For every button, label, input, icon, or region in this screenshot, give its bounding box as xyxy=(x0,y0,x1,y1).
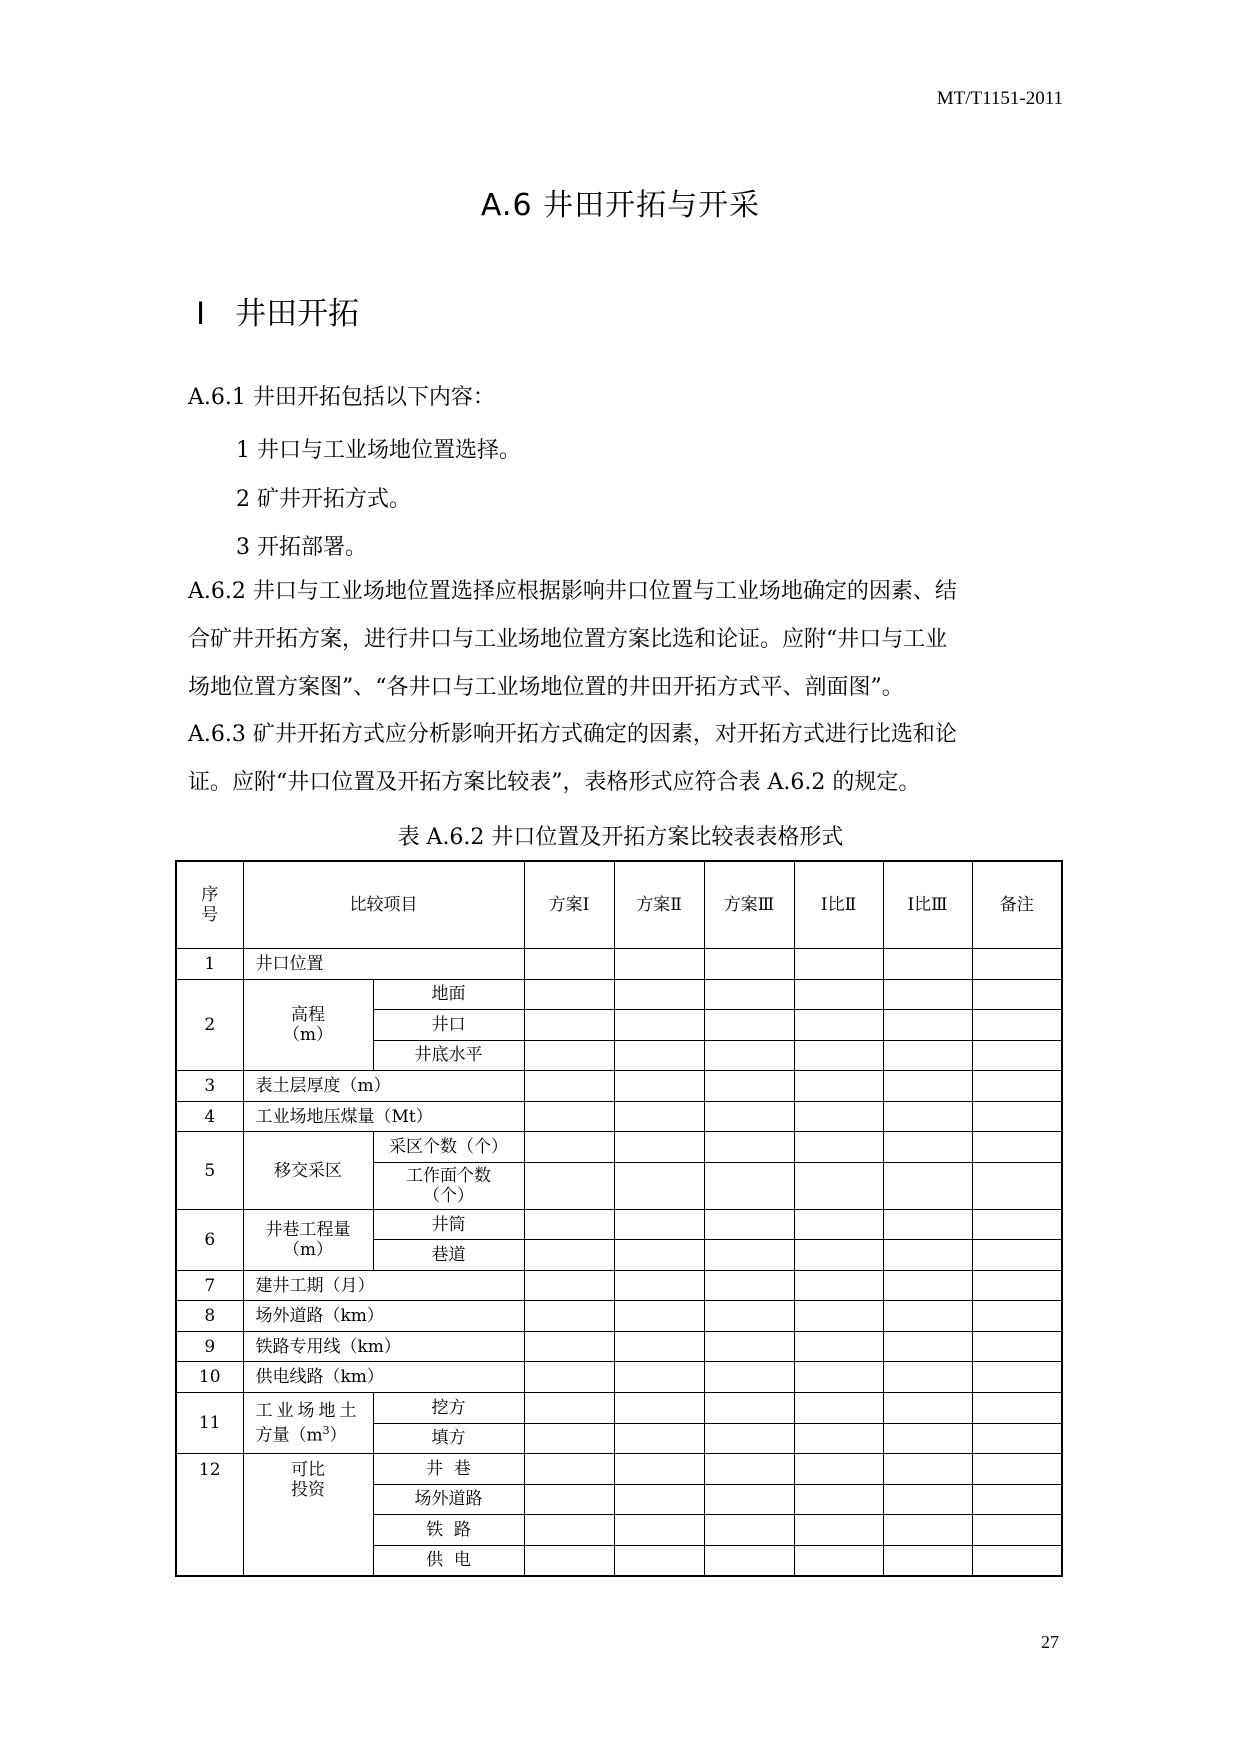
table-cell: 1 xyxy=(176,949,243,980)
empty-cell xyxy=(614,1393,704,1424)
empty-cell xyxy=(972,949,1062,980)
paragraph-line: A.6.3 矿井开拓方式应分析影响开拓方式确定的因素，对开拓方式进行比选和论 xyxy=(188,722,957,747)
paragraph-line: 证。应附“井口位置及开拓方案比较表”，表格形式应符合表 A.6.2 的规定。 xyxy=(188,770,921,795)
empty-cell xyxy=(704,1101,794,1132)
table-row xyxy=(176,1071,1062,1102)
header-note: 备注 xyxy=(972,861,1062,949)
empty-cell xyxy=(972,1270,1062,1301)
empty-cell xyxy=(794,1423,883,1454)
list-item: 3 开拓部署。 xyxy=(236,535,367,560)
table-cell: 9 xyxy=(176,1331,243,1362)
empty-cell xyxy=(614,1270,704,1301)
empty-cell xyxy=(614,1331,704,1362)
empty-cell xyxy=(972,1545,1062,1576)
empty-cell xyxy=(972,1162,1062,1209)
empty-cell xyxy=(972,1484,1062,1515)
empty-cell xyxy=(614,1423,704,1454)
empty-cell xyxy=(794,1240,883,1271)
empty-cell xyxy=(883,1162,972,1209)
empty-cell xyxy=(614,1010,704,1041)
empty-cell xyxy=(972,1010,1062,1041)
table-cell: 场外道路（km） xyxy=(243,1301,524,1332)
table-row xyxy=(176,1101,1062,1132)
header-compare-1-2: Ⅰ比Ⅱ xyxy=(794,861,883,949)
empty-cell xyxy=(883,1101,972,1132)
table-cell: 4 xyxy=(176,1101,243,1132)
table-row xyxy=(176,1331,1062,1362)
empty-cell xyxy=(614,1162,704,1209)
list-item: 2 矿井开拓方式。 xyxy=(236,487,411,512)
section-heading xyxy=(196,288,359,333)
empty-cell xyxy=(883,1209,972,1240)
table-cell: 井口位置 xyxy=(243,949,524,980)
table-cell: 挖方 xyxy=(373,1393,524,1424)
empty-cell xyxy=(704,1010,794,1041)
table-cell: 井底水平 xyxy=(373,1040,524,1071)
empty-cell xyxy=(524,1362,614,1393)
table-cell: 移交采区 xyxy=(243,1132,373,1209)
empty-cell xyxy=(704,1423,794,1454)
empty-cell xyxy=(883,1484,972,1515)
empty-cell xyxy=(614,1101,704,1132)
empty-cell xyxy=(972,1423,1062,1454)
table-cell: 填方 xyxy=(373,1423,524,1454)
empty-cell xyxy=(614,1301,704,1332)
empty-cell xyxy=(704,1331,794,1362)
empty-cell xyxy=(794,1515,883,1546)
empty-cell xyxy=(972,979,1062,1010)
table-cell: 铁 路 xyxy=(373,1515,524,1546)
comparison-table xyxy=(175,860,1063,1577)
empty-cell xyxy=(794,1270,883,1301)
table-cell: 10 xyxy=(176,1362,243,1393)
empty-cell xyxy=(704,1132,794,1163)
table-cell: 2 xyxy=(176,979,243,1071)
empty-cell xyxy=(794,1132,883,1163)
empty-cell xyxy=(883,1071,972,1102)
header-plan-2: 方案Ⅱ xyxy=(614,861,704,949)
header-compare-1-3: Ⅰ比Ⅲ xyxy=(883,861,972,949)
paragraph-line: A.6.2 井口与工业场地位置选择应根据影响井口位置与工业场地确定的因素、结 xyxy=(188,579,957,604)
table-cell: 井口 xyxy=(373,1010,524,1041)
table-cell: 建井工期（月） xyxy=(243,1270,524,1301)
empty-cell xyxy=(524,1331,614,1362)
table-cell: 7 xyxy=(176,1270,243,1301)
empty-cell xyxy=(614,1132,704,1163)
empty-cell xyxy=(883,1240,972,1271)
empty-cell xyxy=(524,979,614,1010)
empty-cell xyxy=(704,1040,794,1071)
empty-cell xyxy=(524,1132,614,1163)
table-caption: 表 A.6.2 井口位置及开拓方案比较表表格形式 xyxy=(397,825,844,850)
table-header-row xyxy=(176,861,1062,949)
empty-cell xyxy=(794,1209,883,1240)
group-cell: 高程 （m） xyxy=(243,979,373,1071)
table-cell: 8 xyxy=(176,1301,243,1332)
table-cell: 巷道 xyxy=(373,1240,524,1271)
table-cell: 供 电 xyxy=(373,1545,524,1576)
table-row xyxy=(176,1132,1062,1163)
empty-cell xyxy=(972,1362,1062,1393)
section-title: 井田开拓 xyxy=(235,296,360,332)
empty-cell xyxy=(704,979,794,1010)
paragraph-line: 场地位置方案图”、“各井口与工业场地位置的井田开拓方式平、剖面图”。 xyxy=(188,675,904,700)
empty-cell xyxy=(883,1423,972,1454)
empty-cell xyxy=(883,979,972,1010)
table-row xyxy=(176,1270,1062,1301)
table-cell: 井 巷 xyxy=(373,1454,524,1485)
empty-cell xyxy=(614,1515,704,1546)
table-row xyxy=(176,979,1062,1010)
paragraph-a62 xyxy=(188,568,1058,712)
empty-cell xyxy=(972,1071,1062,1102)
table-cell: 场外道路 xyxy=(373,1484,524,1515)
paragraph-line: 合矿井开拓方案，进行井口与工业场地位置方案比选和论证。应附“井口与工业 xyxy=(188,627,948,652)
table-cell: 地面 xyxy=(373,979,524,1010)
empty-cell xyxy=(524,1162,614,1209)
table-cell: 工业场地压煤量（Mt） xyxy=(243,1101,524,1132)
empty-cell xyxy=(794,1545,883,1576)
paragraph-a61: A.6.1 井田开拓包括以下内容： xyxy=(188,385,495,410)
page-number: 27 xyxy=(1041,1632,1059,1652)
empty-cell xyxy=(794,1301,883,1332)
empty-cell xyxy=(794,1484,883,1515)
table-cell: 5 xyxy=(176,1132,243,1209)
empty-cell xyxy=(972,1132,1062,1163)
empty-cell xyxy=(524,1240,614,1271)
empty-cell xyxy=(972,1454,1062,1485)
empty-cell xyxy=(614,1240,704,1271)
empty-cell xyxy=(972,1040,1062,1071)
empty-cell xyxy=(794,1454,883,1485)
header-item: 比较项目 xyxy=(243,861,524,949)
table-cell: 供电线路（km） xyxy=(243,1362,524,1393)
empty-cell xyxy=(524,1209,614,1240)
empty-cell xyxy=(524,1484,614,1515)
empty-cell xyxy=(972,1301,1062,1332)
header-plan-1: 方案Ⅰ xyxy=(524,861,614,949)
empty-cell xyxy=(524,1270,614,1301)
empty-cell xyxy=(524,1393,614,1424)
empty-cell xyxy=(524,1454,614,1485)
list-item: 1 井口与工业场地位置选择。 xyxy=(236,438,521,463)
empty-cell xyxy=(883,1545,972,1576)
empty-cell xyxy=(794,1010,883,1041)
empty-cell xyxy=(524,1010,614,1041)
empty-cell xyxy=(524,1040,614,1071)
empty-cell xyxy=(614,1071,704,1102)
group-cell: 井巷工程量 （m） xyxy=(243,1209,373,1270)
empty-cell xyxy=(704,1209,794,1240)
empty-cell xyxy=(614,1454,704,1485)
chapter-title: A.6 井田开拓与开采 xyxy=(480,188,761,223)
empty-cell xyxy=(704,1071,794,1102)
empty-cell xyxy=(704,1162,794,1209)
empty-cell xyxy=(524,1545,614,1576)
table-row xyxy=(176,1362,1062,1393)
table-cell: 11 xyxy=(176,1393,243,1454)
table-cell: 表土层厚度（m） xyxy=(243,1071,524,1102)
empty-cell xyxy=(704,1515,794,1546)
empty-cell xyxy=(972,1101,1062,1132)
empty-cell xyxy=(794,1071,883,1102)
empty-cell xyxy=(794,1393,883,1424)
table-row xyxy=(176,949,1062,980)
empty-cell xyxy=(704,1362,794,1393)
empty-cell xyxy=(614,1040,704,1071)
header-seq: 序 号 xyxy=(176,861,243,949)
empty-cell xyxy=(614,949,704,980)
empty-cell xyxy=(524,1515,614,1546)
empty-cell xyxy=(972,1331,1062,1362)
empty-cell xyxy=(704,1454,794,1485)
empty-cell xyxy=(883,1331,972,1362)
empty-cell xyxy=(972,1240,1062,1271)
empty-cell xyxy=(883,1454,972,1485)
table-cell: 6 xyxy=(176,1209,243,1270)
empty-cell xyxy=(614,1484,704,1515)
table-row xyxy=(176,1393,1062,1424)
table-row xyxy=(176,1209,1062,1240)
table-cell: 采区个数（个） xyxy=(373,1132,524,1163)
empty-cell xyxy=(794,1101,883,1132)
table-row xyxy=(176,1301,1062,1332)
empty-cell xyxy=(883,1132,972,1163)
table-cell: 铁路专用线（km） xyxy=(243,1331,524,1362)
empty-cell xyxy=(883,1010,972,1041)
empty-cell xyxy=(524,1423,614,1454)
paragraph-a63 xyxy=(188,711,1058,807)
header-plan-3: 方案Ⅲ xyxy=(704,861,794,949)
table-cell: 井筒 xyxy=(373,1209,524,1240)
table-cell: 工作面个数 （个） xyxy=(373,1162,524,1209)
empty-cell xyxy=(614,1209,704,1240)
group-cell: 可比 投资 xyxy=(243,1454,373,1576)
empty-cell xyxy=(883,1301,972,1332)
empty-cell xyxy=(972,1515,1062,1546)
section-roman-numeral: Ⅰ xyxy=(196,296,206,331)
table-cell: 12 xyxy=(176,1454,243,1576)
empty-cell xyxy=(524,1101,614,1132)
empty-cell xyxy=(704,949,794,980)
empty-cell xyxy=(794,1331,883,1362)
empty-cell xyxy=(704,1301,794,1332)
table-cell: 3 xyxy=(176,1071,243,1102)
empty-cell xyxy=(794,1162,883,1209)
empty-cell xyxy=(972,1209,1062,1240)
empty-cell xyxy=(883,1362,972,1393)
empty-cell xyxy=(524,1301,614,1332)
empty-cell xyxy=(704,1240,794,1271)
document-code: MT/T1151-2011 xyxy=(936,88,1063,109)
empty-cell xyxy=(614,1545,704,1576)
empty-cell xyxy=(883,1270,972,1301)
empty-cell xyxy=(614,1362,704,1393)
empty-cell xyxy=(704,1484,794,1515)
empty-cell xyxy=(883,949,972,980)
empty-cell xyxy=(794,1362,883,1393)
empty-cell xyxy=(883,1515,972,1546)
empty-cell xyxy=(972,1393,1062,1424)
empty-cell xyxy=(883,1393,972,1424)
empty-cell xyxy=(704,1393,794,1424)
empty-cell xyxy=(794,949,883,980)
table-row xyxy=(176,1454,1062,1485)
empty-cell xyxy=(794,1040,883,1071)
empty-cell xyxy=(524,949,614,980)
empty-cell xyxy=(883,1040,972,1071)
empty-cell xyxy=(704,1545,794,1576)
group-cell: 工业场地土 方量$(m^3)$ xyxy=(243,1393,373,1454)
empty-cell xyxy=(524,1071,614,1102)
empty-cell xyxy=(794,979,883,1010)
empty-cell xyxy=(614,979,704,1010)
empty-cell xyxy=(704,1270,794,1301)
